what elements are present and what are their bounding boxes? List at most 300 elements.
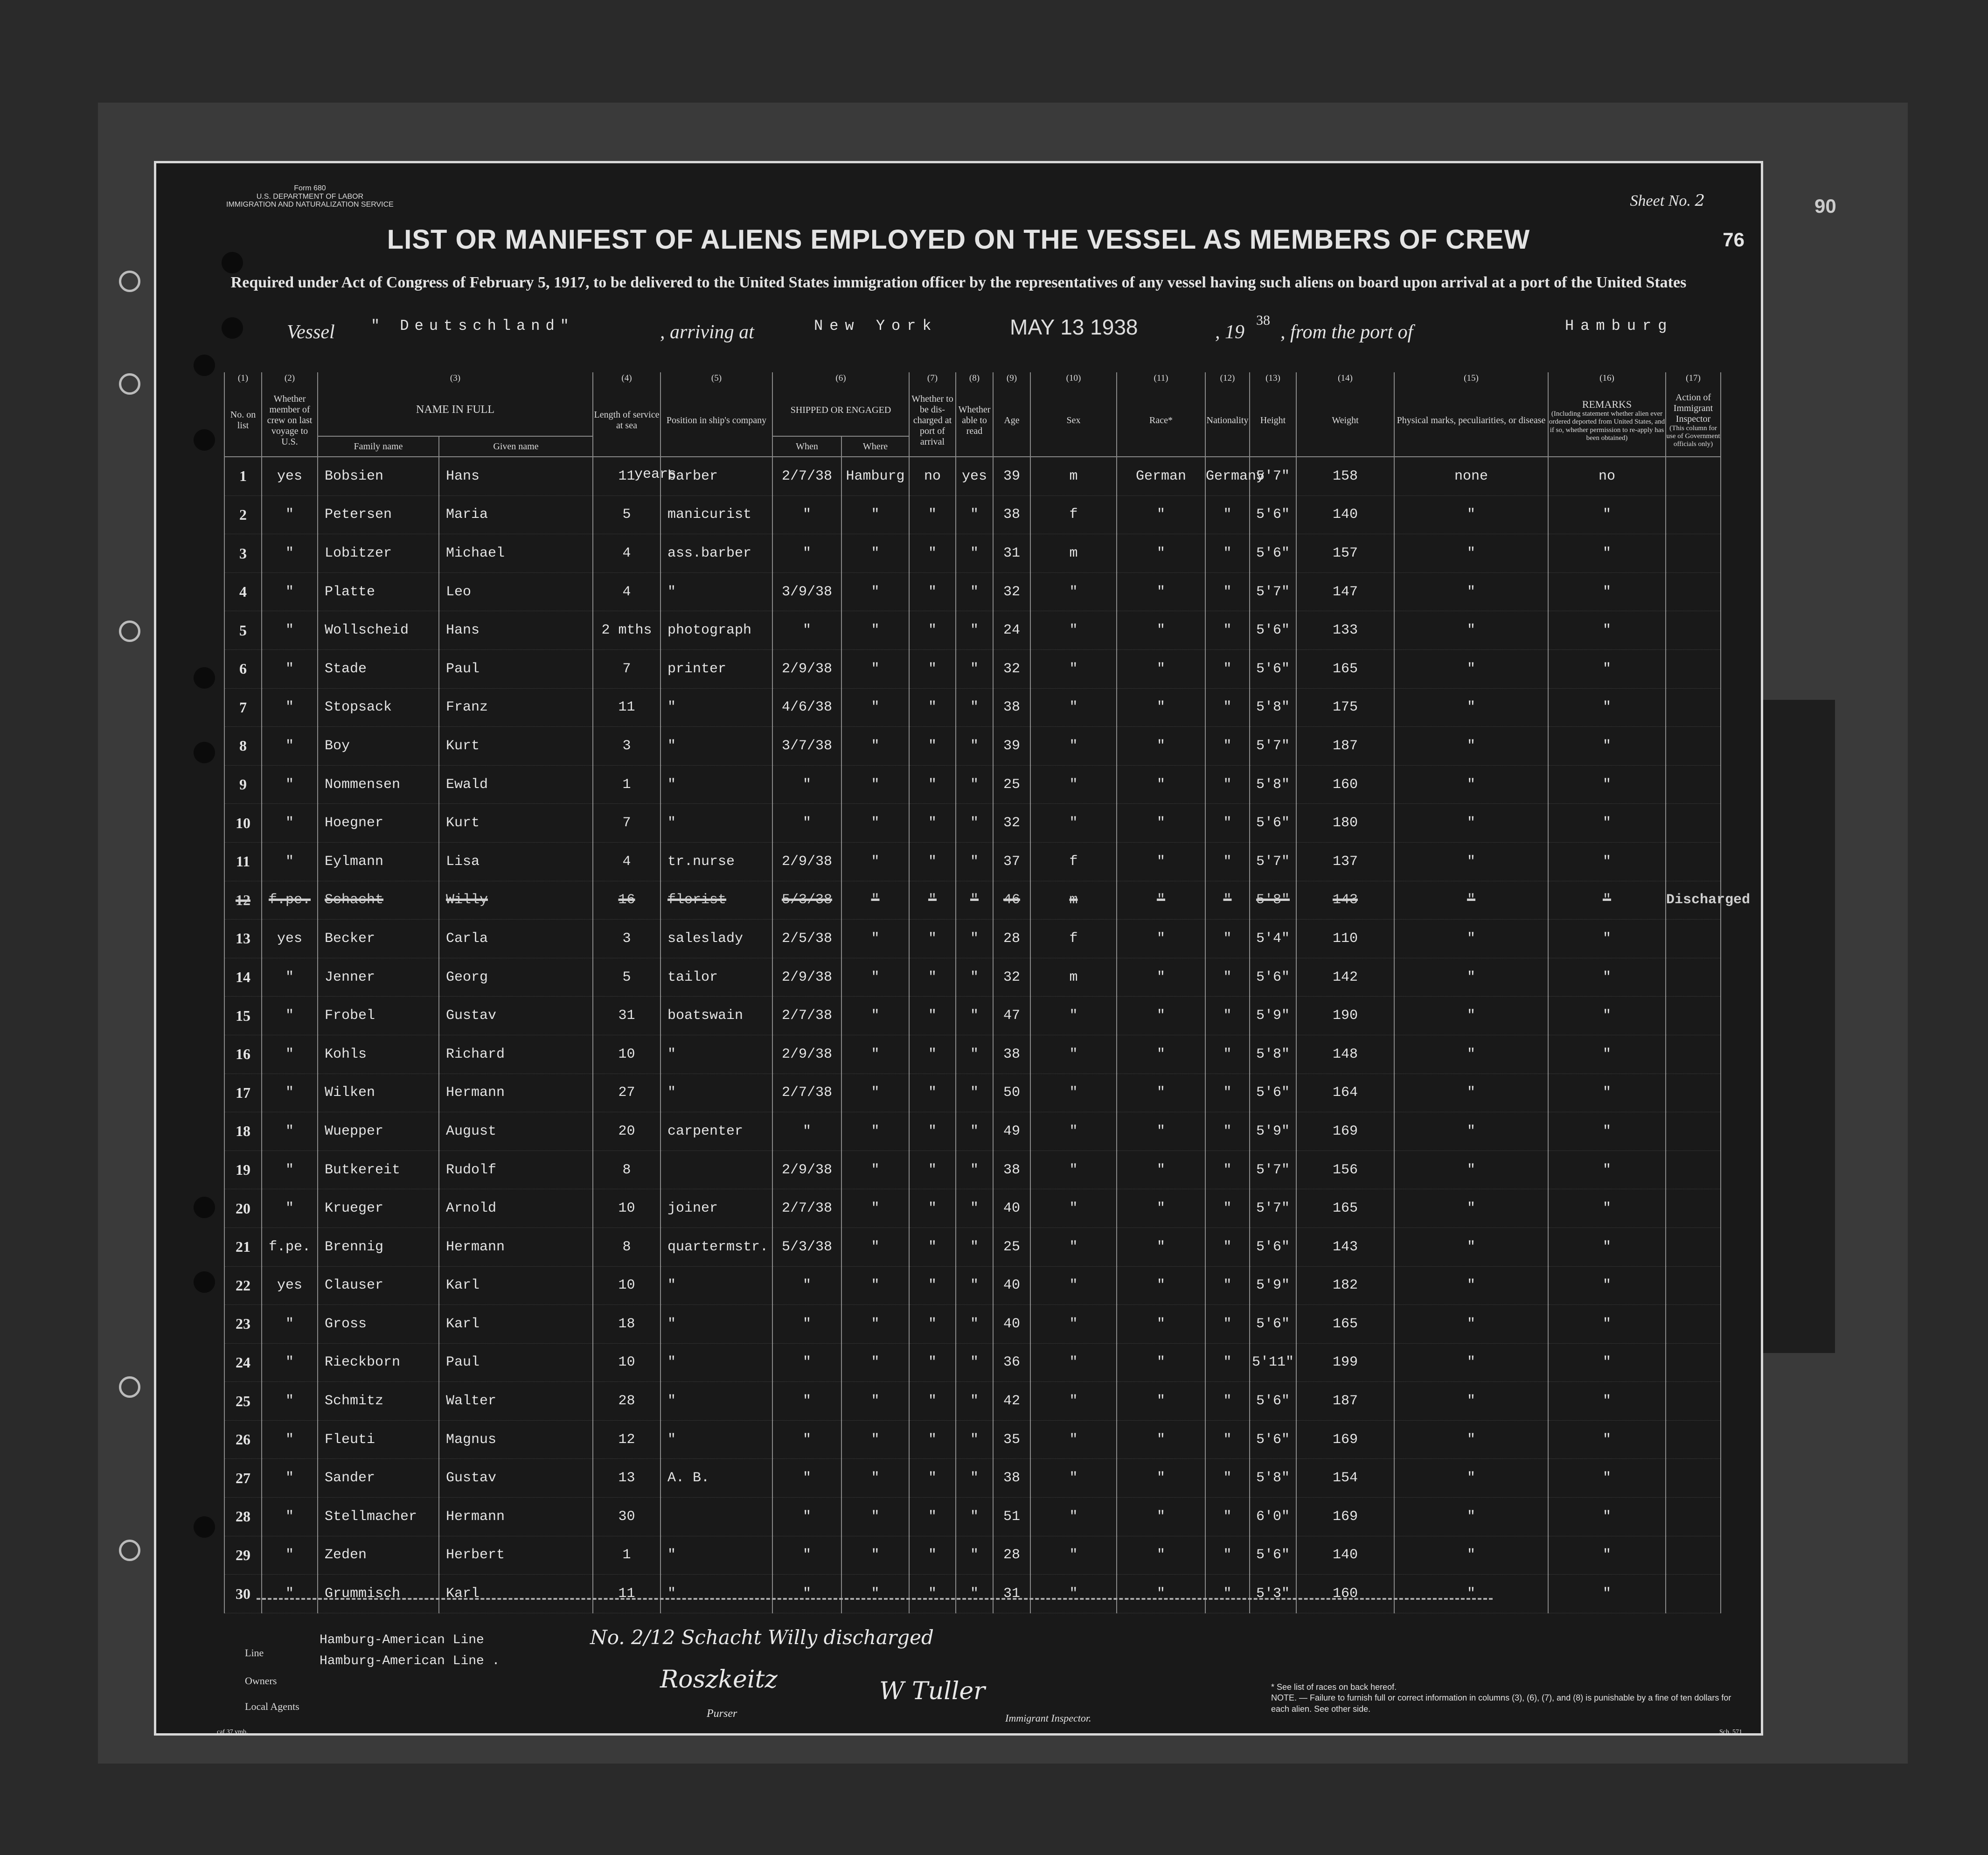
sex: " [1030, 1035, 1117, 1074]
family-name: Eylmann [318, 842, 439, 881]
remarks: " [1548, 920, 1666, 958]
col-num: (13) [1250, 372, 1296, 384]
shipped-when: " [772, 1112, 841, 1151]
shipped-when: " [772, 534, 841, 573]
able-to-read: " [956, 1498, 993, 1536]
remarks: " [1548, 881, 1666, 920]
crew-member-flag: yes [262, 920, 318, 958]
inspector-action [1666, 1112, 1721, 1151]
discharge-flag: " [909, 804, 956, 843]
inspector-action [1666, 1227, 1721, 1266]
able-to-read: " [956, 842, 993, 881]
physical-marks: " [1394, 1382, 1548, 1421]
discharge-flag: " [909, 997, 956, 1035]
purser-signature: Roszkeitz [660, 1666, 778, 1694]
discharge-flag: " [909, 1498, 956, 1536]
remarks: " [1548, 765, 1666, 804]
form-identifier [226, 184, 394, 209]
row-number: 20 [224, 1189, 262, 1228]
sex: " [1030, 1382, 1117, 1421]
remarks: " [1548, 1343, 1666, 1382]
punch-hole [194, 1516, 215, 1538]
family-name: Stopsack [318, 688, 439, 727]
row-number: 15 [224, 997, 262, 1035]
height: 5'9" [1250, 1112, 1296, 1151]
discharge-flag: " [909, 688, 956, 727]
crew-member-flag: f.pe. [262, 881, 318, 920]
shipped-when: " [772, 765, 841, 804]
race: " [1117, 881, 1205, 920]
family-name: Gross [318, 1305, 439, 1344]
shipped-where: " [841, 920, 909, 958]
purser-label: Purser [707, 1708, 737, 1720]
age: 46 [993, 881, 1030, 920]
discharge-flag: " [909, 1227, 956, 1266]
given-name: Richard [439, 1035, 593, 1074]
table-row [224, 727, 1721, 766]
col-name-in-full: NAME IN FULL [318, 384, 593, 436]
col-weight: Weight [1296, 384, 1394, 457]
from-port-label: , from the port of [1280, 321, 1413, 343]
inspector-action [1666, 688, 1721, 727]
position: " [660, 1420, 772, 1459]
table-row [224, 611, 1721, 650]
shipped-when: 2/7/38 [772, 1189, 841, 1228]
given-name: Hans [439, 611, 593, 650]
col-shipped: SHIPPED OR ENGAGED [772, 384, 909, 436]
physical-marks: " [1394, 495, 1548, 534]
inspector-action [1666, 1189, 1721, 1228]
page-subtitle: Required under Act of Congress of February 5, 1917, to be delivered to the United States immigration officer by the representatives of any vessel having such aliens on board upon arrival at a port of the United States [230, 274, 1687, 291]
inspector-action [1666, 457, 1721, 495]
position: " [660, 1074, 772, 1112]
physical-marks: " [1394, 1536, 1548, 1575]
family-name: Grummisch [318, 1575, 439, 1613]
row-number: 12 [224, 881, 262, 920]
race: " [1117, 1151, 1205, 1189]
position: " [660, 727, 772, 766]
given-name: Michael [439, 534, 593, 573]
vessel-line [287, 313, 1756, 350]
col-action [1666, 384, 1721, 457]
length-of-service: 5 [593, 958, 660, 997]
discharge-flag: " [909, 1382, 956, 1421]
sex: " [1030, 765, 1117, 804]
race: " [1117, 727, 1205, 766]
position: carpenter [660, 1112, 772, 1151]
col-num: (14) [1296, 372, 1394, 384]
remarks: " [1548, 1498, 1666, 1536]
position: saleslady [660, 920, 772, 958]
length-of-service: 28 [593, 1382, 660, 1421]
height: 5'6" [1250, 804, 1296, 843]
physical-marks: " [1394, 765, 1548, 804]
height: 5'7" [1250, 1189, 1296, 1228]
inspector-action [1666, 1305, 1721, 1344]
shipped-where: " [841, 1420, 909, 1459]
col-crew-member: Whether member of crew on last voyage to U.S. [262, 384, 318, 457]
inspector-signature: W Tuller [879, 1677, 986, 1705]
weight: 169 [1296, 1498, 1394, 1536]
inspector-action [1666, 650, 1721, 689]
table-row [224, 920, 1721, 958]
race: " [1117, 1189, 1205, 1228]
crew-member-flag: f.pe. [262, 1227, 318, 1266]
race: " [1117, 804, 1205, 843]
nationality: " [1205, 1151, 1250, 1189]
able-to-read: " [956, 688, 993, 727]
crew-rows [224, 457, 1751, 1613]
shipped-when: 2/5/38 [772, 920, 841, 958]
given-name: Hans [439, 457, 593, 495]
col-num: (17) [1666, 372, 1721, 384]
discharge-flag: " [909, 1189, 956, 1228]
given-name: Karl [439, 1266, 593, 1305]
family-name: Bobsien [318, 457, 439, 495]
age: 49 [993, 1112, 1030, 1151]
table-row [224, 804, 1721, 843]
punch-hole [194, 355, 215, 376]
sheet-value: 2 [1695, 191, 1705, 210]
position: " [660, 1382, 772, 1421]
col-able-read: Whether able to read [956, 384, 993, 457]
physical-marks: " [1394, 1266, 1548, 1305]
position: tr.nurse [660, 842, 772, 881]
race: " [1117, 1420, 1205, 1459]
origin-port: Hamburg [1565, 317, 1674, 335]
able-to-read: " [956, 572, 993, 611]
shipped-where: " [841, 572, 909, 611]
crew-member-flag: " [262, 1074, 318, 1112]
height: 6'0" [1250, 1498, 1296, 1536]
inspector-action [1666, 1074, 1721, 1112]
position: manicurist [660, 495, 772, 534]
shipped-where: " [841, 1305, 909, 1344]
shipped-when: " [772, 1382, 841, 1421]
col-physical-marks: Physical marks, peculiarities, or disease [1394, 384, 1548, 457]
height: 5'9" [1250, 1266, 1296, 1305]
nationality: " [1205, 1227, 1250, 1266]
weight: 143 [1296, 881, 1394, 920]
able-to-read: " [956, 1536, 993, 1575]
weight: 187 [1296, 727, 1394, 766]
able-to-read: " [956, 804, 993, 843]
nationality: " [1205, 495, 1250, 534]
remarks: " [1548, 650, 1666, 689]
arrival-date-stamp: MAY 13 1938 [1010, 315, 1138, 339]
shipped-where: " [841, 650, 909, 689]
nationality: " [1205, 1536, 1250, 1575]
manifest-sheet [154, 161, 1763, 1736]
col-height: Height [1250, 384, 1296, 457]
length-of-service: 4 [593, 842, 660, 881]
height: 5'7" [1250, 727, 1296, 766]
inspector-action [1666, 804, 1721, 843]
table-row [224, 495, 1721, 534]
family-name: Sander [318, 1459, 439, 1498]
height: 5'6" [1250, 1536, 1296, 1575]
weight: 190 [1296, 997, 1394, 1035]
punch-hole [119, 1376, 140, 1398]
age: 40 [993, 1266, 1030, 1305]
able-to-read: " [956, 611, 993, 650]
able-to-read: " [956, 765, 993, 804]
crew-member-flag: " [262, 765, 318, 804]
position: " [660, 688, 772, 727]
discharge-flag: " [909, 920, 956, 958]
shipped-where: " [841, 1074, 909, 1112]
nationality: " [1205, 1575, 1250, 1613]
family-name: Wollscheid [318, 611, 439, 650]
race: " [1117, 920, 1205, 958]
table-row [224, 958, 1721, 997]
action-heading: Action of Immigrant Inspector [1673, 392, 1713, 424]
shipped-when: 2/7/38 [772, 997, 841, 1035]
line-label: Line [245, 1647, 264, 1659]
col-num: (4) [593, 372, 660, 384]
discharge-flag: " [909, 1266, 956, 1305]
able-to-read: yes [956, 457, 993, 495]
remarks: " [1548, 1382, 1666, 1421]
sex: " [1030, 611, 1117, 650]
position: barber [660, 457, 772, 495]
weight: 187 [1296, 1382, 1394, 1421]
shipped-where: " [841, 1227, 909, 1266]
shipped-when: 2/9/38 [772, 650, 841, 689]
physical-marks: none [1394, 457, 1548, 495]
age: 35 [993, 1420, 1030, 1459]
race: " [1117, 1266, 1205, 1305]
height: 5'6" [1250, 611, 1296, 650]
shipped-where: " [841, 534, 909, 573]
table-row [224, 1074, 1721, 1112]
family-name: Stade [318, 650, 439, 689]
row-number: 10 [224, 804, 262, 843]
punch-hole [119, 373, 140, 395]
inspector-action [1666, 611, 1721, 650]
crew-member-flag: " [262, 958, 318, 997]
row-number: 26 [224, 1420, 262, 1459]
given-name: Kurt [439, 727, 593, 766]
row-number: 30 [224, 1575, 262, 1613]
discharge-flag: " [909, 881, 956, 920]
shipped-when: 2/9/38 [772, 1151, 841, 1189]
length-of-service: 16 [593, 881, 660, 920]
race: " [1117, 1575, 1205, 1613]
physical-marks: " [1394, 1112, 1548, 1151]
nationality: " [1205, 997, 1250, 1035]
race: " [1117, 1305, 1205, 1344]
given-name: August [439, 1112, 593, 1151]
table-row [224, 1459, 1721, 1498]
shipped-where: " [841, 1459, 909, 1498]
sex: f [1030, 495, 1117, 534]
remarks: " [1548, 1575, 1666, 1613]
table-row [224, 572, 1721, 611]
physical-marks: " [1394, 1035, 1548, 1074]
shipped-where: " [841, 1189, 909, 1228]
penalty-note: NOTE. — Failure to furnish full or correct information in columns (3), (6), (7), and (8) is punishable by a fine of ten dollars for each alien. See other side. [1271, 1693, 1731, 1714]
shipped-when: 2/7/38 [772, 1074, 841, 1112]
column-number-row [224, 372, 1721, 384]
sex: " [1030, 1189, 1117, 1228]
position: A. B. [660, 1459, 772, 1498]
table-row [224, 997, 1721, 1035]
shipped-where: " [841, 495, 909, 534]
row-number: 9 [224, 765, 262, 804]
discharge-flag: " [909, 765, 956, 804]
shipped-when: " [772, 1536, 841, 1575]
physical-marks: " [1394, 1189, 1548, 1228]
inspector-action [1666, 997, 1721, 1035]
shipped-where: " [841, 958, 909, 997]
sex: " [1030, 1227, 1117, 1266]
height: 5'8" [1250, 765, 1296, 804]
crew-manifest-table [224, 372, 1751, 1613]
row-number: 25 [224, 1382, 262, 1421]
position: florist [660, 881, 772, 920]
page-number: 76 [1723, 229, 1745, 251]
height: 5'6" [1250, 1074, 1296, 1112]
col-num: (2) [262, 372, 318, 384]
race: " [1117, 534, 1205, 573]
row-number: 11 [224, 842, 262, 881]
row-number: 19 [224, 1151, 262, 1189]
table-row [224, 765, 1721, 804]
service-name: IMMIGRATION AND NATURALIZATION SERVICE [226, 201, 394, 209]
crew-member-flag: " [262, 1498, 318, 1536]
age: 39 [993, 457, 1030, 495]
age: 31 [993, 534, 1030, 573]
sex: " [1030, 1074, 1117, 1112]
able-to-read: " [956, 881, 993, 920]
inspector-action [1666, 1420, 1721, 1459]
shipped-where: " [841, 727, 909, 766]
age: 38 [993, 1151, 1030, 1189]
remarks: " [1548, 1266, 1666, 1305]
given-name: Ewald [439, 765, 593, 804]
end-of-list-line [257, 1598, 1493, 1600]
crew-member-flag: yes [262, 1266, 318, 1305]
nationality: " [1205, 1459, 1250, 1498]
able-to-read: " [956, 495, 993, 534]
discharge-flag: " [909, 1151, 956, 1189]
discharge-flag: " [909, 1074, 956, 1112]
discharge-flag: " [909, 572, 956, 611]
table-row [224, 457, 1721, 495]
physical-marks: " [1394, 1305, 1548, 1344]
col-given-name: Given name [439, 436, 593, 457]
sex: " [1030, 804, 1117, 843]
remarks: " [1548, 958, 1666, 997]
col-sex: Sex [1030, 384, 1117, 457]
nationality: " [1205, 1343, 1250, 1382]
crew-member-flag: " [262, 1536, 318, 1575]
able-to-read: " [956, 1266, 993, 1305]
service-unit-label: years [634, 467, 677, 482]
discharge-flag: " [909, 1305, 956, 1344]
length-of-service: 30 [593, 1498, 660, 1536]
shipped-when: 5/3/38 [772, 1227, 841, 1266]
race: " [1117, 650, 1205, 689]
physical-marks: " [1394, 958, 1548, 997]
height: 5'8" [1250, 881, 1296, 920]
height: 5'6" [1250, 1305, 1296, 1344]
able-to-read: " [956, 997, 993, 1035]
length-of-service: 2 mths [593, 611, 660, 650]
able-to-read: " [956, 650, 993, 689]
physical-marks: " [1394, 1227, 1548, 1266]
form-number: Form 680 [294, 184, 326, 192]
height: 5'11" [1250, 1343, 1296, 1382]
discharge-flag: " [909, 1343, 956, 1382]
position: quartermstr. [660, 1227, 772, 1266]
shipped-where: " [841, 1266, 909, 1305]
age: 32 [993, 804, 1030, 843]
year-prefix: , 19 [1215, 321, 1244, 343]
nationality: " [1205, 765, 1250, 804]
age: 37 [993, 842, 1030, 881]
physical-marks: " [1394, 534, 1548, 573]
physical-marks: " [1394, 804, 1548, 843]
shipped-where: " [841, 881, 909, 920]
sex: " [1030, 1420, 1117, 1459]
height: 5'7" [1250, 1151, 1296, 1189]
length-of-service: 11 [593, 1575, 660, 1613]
given-name: Hermann [439, 1227, 593, 1266]
row-number: 8 [224, 727, 262, 766]
given-name: Lisa [439, 842, 593, 881]
given-name: Herbert [439, 1536, 593, 1575]
sex: " [1030, 1459, 1117, 1498]
row-number: 3 [224, 534, 262, 573]
crew-member-flag: " [262, 495, 318, 534]
sex: " [1030, 1575, 1117, 1613]
inspector-action [1666, 727, 1721, 766]
shipped-when: " [772, 495, 841, 534]
family-name: Wilken [318, 1074, 439, 1112]
remarks: " [1548, 997, 1666, 1035]
page-title: LIST OR MANIFEST OF ALIENS EMPLOYED ON THE VESSEL AS MEMBERS OF CREW [387, 224, 1530, 255]
row-number: 18 [224, 1112, 262, 1151]
shipped-where: " [841, 611, 909, 650]
col-family-name: Family name [318, 436, 439, 457]
col-num: (11) [1117, 372, 1205, 384]
row-number: 29 [224, 1536, 262, 1575]
inspector-action [1666, 920, 1721, 958]
table-row [224, 1420, 1721, 1459]
table-row [224, 650, 1721, 689]
remarks: " [1548, 1074, 1666, 1112]
sex: m [1030, 534, 1117, 573]
shipped-where: " [841, 1382, 909, 1421]
race: " [1117, 688, 1205, 727]
discharge-flag: " [909, 1420, 956, 1459]
position: " [660, 1536, 772, 1575]
punch-hole [194, 667, 215, 689]
discharge-flag: " [909, 1112, 956, 1151]
shipped-when: 5/3/38 [772, 881, 841, 920]
discharge-flag: " [909, 1575, 956, 1613]
remarks-heading: REMARKS [1582, 398, 1632, 410]
given-name: Willy [439, 881, 593, 920]
length-of-service: 1 [593, 765, 660, 804]
shipped-where: Hamburg [841, 457, 909, 495]
sheet-label: Sheet No. [1630, 192, 1691, 209]
length-of-service: 27 [593, 1074, 660, 1112]
age: 36 [993, 1343, 1030, 1382]
col-num: (5) [660, 372, 772, 384]
